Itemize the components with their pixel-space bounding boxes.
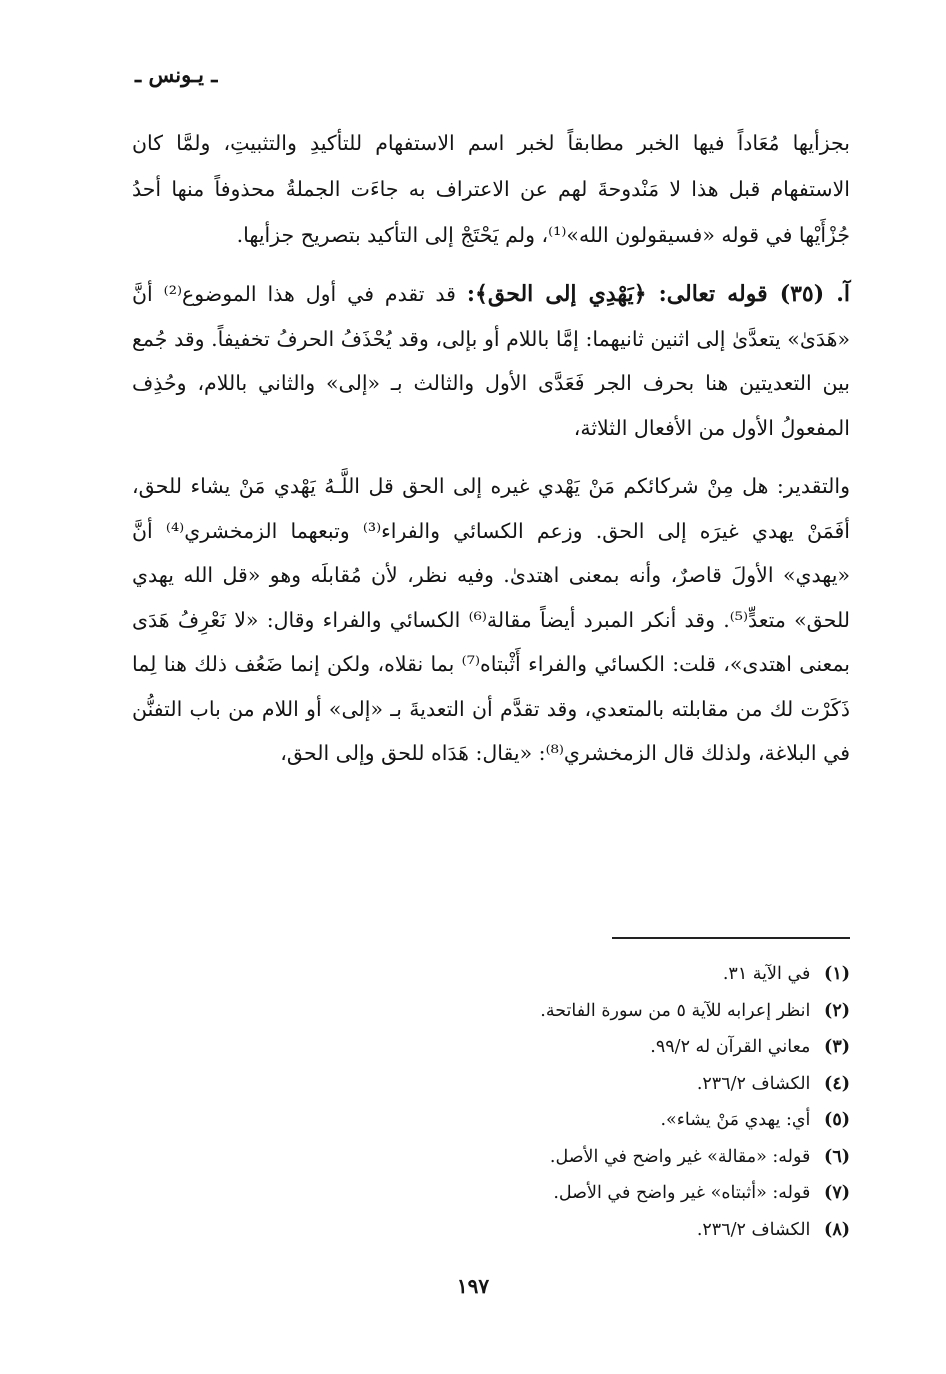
footnote-number: (٦) [824, 1146, 850, 1167]
footnote-divider [612, 937, 850, 939]
footnote-item [132, 956, 850, 993]
footnote-text: قوله: «أثبتاه» غير واضح في الأصل. [553, 1183, 811, 1203]
footnote-number: (٢) [824, 1000, 850, 1021]
footnote-text: الكشاف ٢٣٦/٢. [696, 1073, 811, 1094]
footnotes-list [132, 956, 850, 1248]
footnote-number: (١) [824, 964, 850, 984]
footnote-text: معاني القرآن له ٩٩/٢. [650, 1037, 811, 1057]
paragraph-1: بجزأيها مُعَاداً فيها الخبر مطابقاً لخبر اسم الاستفهام للتأكيدِ والتثبيتِ، ولمَّا كان الاستفهام قبل هذا لا مَنْدوحةَ لهم عن الاعتراف به جاءَت الجملةُ محذوفاً منها أحدُ جُزْأَيْها في قوله «فسيقولون الله»⁽¹⁾، ولم يَحْتَجْ إلى التأكيد بتصريح جزأيها. [132, 131, 850, 247]
footnote-item [132, 1029, 850, 1066]
main-text [132, 120, 850, 790]
page-number [0, 1274, 946, 1298]
ayah-paragraph [132, 272, 850, 450]
running-title: ـ يـونس ـ [135, 62, 218, 87]
footnote-item [132, 1212, 850, 1249]
footnote-number: (٧) [824, 1183, 850, 1203]
running-head [135, 62, 275, 87]
page-number-text: ١٩٧ [456, 1274, 490, 1298]
footnote-item [132, 1139, 850, 1176]
footnote-item [132, 1175, 850, 1212]
footnote-number: (٥) [824, 1110, 850, 1130]
footnote-number: (٣) [824, 1037, 850, 1057]
footnote-text: قوله: «مقالة» غير واضح في الأصل. [549, 1146, 811, 1167]
ayah-heading: آ. (٣٥) قوله تعالى: ﴿يَهْدِي إلى الحق﴾: [466, 281, 851, 307]
footnote-text: انظر إعرابه للآية ٥ من سورة الفاتحة. [540, 1000, 811, 1021]
paragraph-3: والتقدير: هل مِنْ شركائكم مَنْ يَهْدي غيره إلى الحق قل اللَّـهُ يَهْدي مَنْ يشاء للحق، أفَمَنْ يهدي غيرَه إلى الحق. وزعم الكسائي والفراء⁽³⁾ وتبعهما الزمخشري⁽⁴⁾ أنَّ «يهدي» الأولَ قاصرٌ، وأنه بمعنى اهتدىٰ. وفيه نظر، لأن مُقابلَه وهو «قل الله يهدي للحق» متعدٍّ⁽⁵⁾. وقد أنكر المبرد أيضاً مقالة⁽⁶⁾ الكسائي والفراء وقال: «لا نَعْرِفُ هَدَى بمعنى اهتدى»، قلت: الكسائي والفراء أَثْبتاه⁽⁷⁾ بما نقلاه، ولكن إنما ضَعُف ذلك هنا لِما ذَكَرْت لك من مقابلته بالمتعدي، وقد تقدَّم أن التعديةَ بـ «إلى» أو اللام من باب التفنُّن في البلاغة، ولذلك قال الزمخشري⁽⁸⁾: «يقال: هَدَاه للحق وإلى الحق، [132, 474, 850, 765]
footnote-item [132, 1102, 850, 1139]
footnote-item [132, 1066, 850, 1103]
footnote-number: (٤) [824, 1073, 850, 1094]
ayah-commentary: قد تقدم في أول هذا الموضوع⁽²⁾ أنَّ «هَدَىٰ» يتعدَّىٰ إلى اثنين ثانيهما: إمَّا باللام أو بإلى، وقد يُحْذَفُ الحرفُ تخفيفاً. وقد جُمع بين التعديتين هنا بحرف الجر فَعَدَّى الأول والثالث بـ «إلى» والثاني باللام، وحُذِف المفعولُ الأول من الأفعال الثلاثة، [132, 282, 850, 440]
footnote-text: أي: يهدي مَنْ يشاء». [660, 1110, 811, 1130]
footnote-text: في الآية ٣١. [722, 964, 811, 984]
footnote-number: (٨) [824, 1219, 850, 1240]
footnote-text: الكشاف ٢٣٦/٢. [696, 1219, 811, 1240]
footnote-item [132, 993, 850, 1030]
